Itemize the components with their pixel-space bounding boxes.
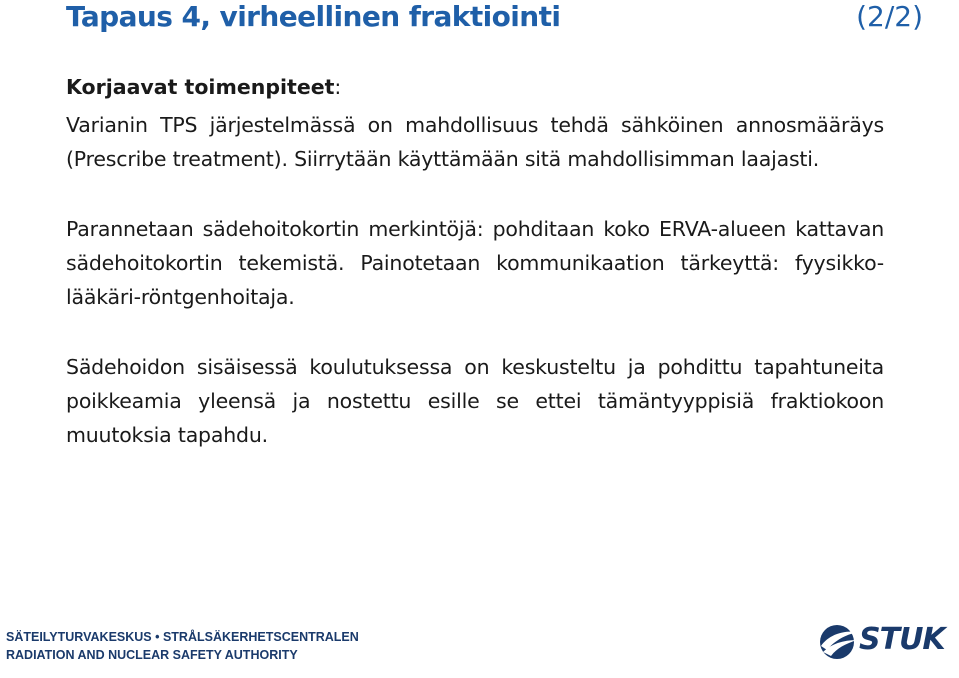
footer-line-1: SÄTEILYTURVAKESKUS • STRÅLSÄKERHETSCENTRALEN	[6, 630, 359, 644]
slide-content	[66, 72, 884, 452]
footer-organization	[6, 628, 359, 664]
paragraph-2: Parannetaan sädehoitokortin merkintöjä: pohditaan koko ERVA-alueen kattavan sädehoitokortin tekemistä. Painotetaan kommunikaation tärkeyttä: fyysikko-lääkäri-röntgenhoitaja.	[66, 217, 884, 309]
paragraph-3: Sädehoidon sisäisessä koulutuksessa on keskusteltu ja pohdittu tapahtuneita poikkeamia yleensä ja nostettu esille se ettei tämäntyyppisiä fraktiokoon muutoksia tapahdu.	[66, 355, 884, 447]
stuk-swoosh-icon	[815, 620, 861, 662]
title-bar	[66, 0, 923, 36]
section-heading	[66, 72, 884, 102]
section-heading-text: Korjaavat toimenpiteet	[66, 75, 335, 99]
stuk-logo	[815, 620, 945, 662]
footer-line-2: RADIATION AND NUCLEAR SAFETY AUTHORITY	[6, 648, 298, 662]
slide-title: Tapaus 4, virheellinen fraktiointi	[66, 0, 561, 33]
stuk-logo-text: STUK	[859, 622, 945, 657]
paragraph-1: Varianin TPS järjestelmässä on mahdollisuus tehdä sähköinen annosmääräys (Prescribe treatment). Siirrytään käyttämään sitä mahdollisimman laajasti.	[66, 113, 884, 171]
section-heading-colon: :	[334, 75, 342, 99]
page-indicator: (2/2)	[856, 0, 923, 33]
